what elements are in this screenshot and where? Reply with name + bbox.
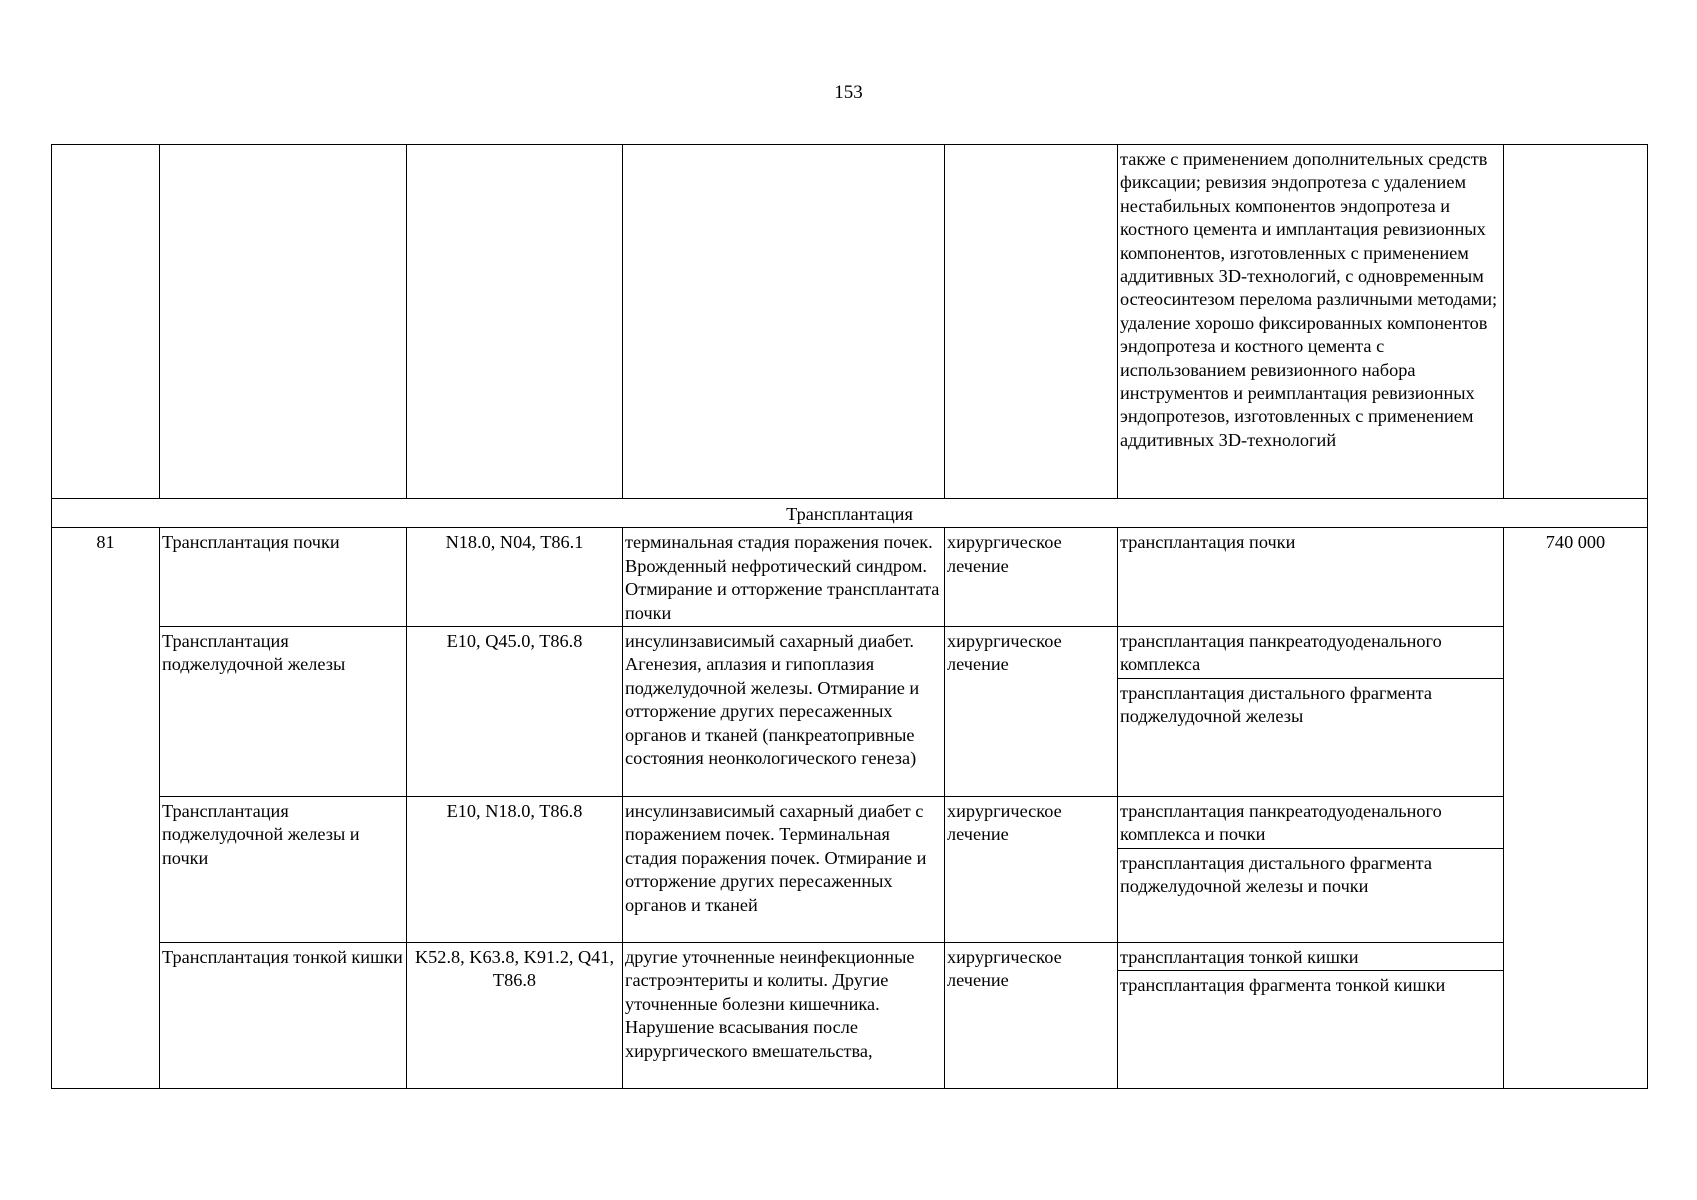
treatment-type-cell bbox=[945, 145, 1118, 499]
method: трансплантация дистального фрагмента поджелудочной железы bbox=[1118, 678, 1503, 730]
service-name: Трансплантация тонкой кишки bbox=[160, 943, 407, 1089]
condition-cell bbox=[623, 145, 945, 499]
treatment-type: хирургическое лечение bbox=[945, 797, 1118, 943]
method: трансплантация дистального фрагмента поджелудочной железы и почки bbox=[1118, 848, 1503, 900]
method: трансплантация фрагмента тонкой кишки bbox=[1118, 970, 1503, 998]
methods-cell bbox=[1118, 797, 1504, 943]
treatment-type: хирургическое лечение bbox=[945, 528, 1118, 627]
methods-cell bbox=[1118, 627, 1504, 797]
diagnosis-codes: N18.0, N04, T86.1 bbox=[407, 528, 623, 627]
treatment-type: хирургическое лечение bbox=[945, 943, 1118, 1089]
section-title: Трансплантация bbox=[52, 499, 1648, 528]
page-number: 153 bbox=[834, 82, 863, 103]
method: трансплантация панкреатодуоденального комплекса bbox=[1120, 631, 1442, 675]
table-row bbox=[52, 943, 1648, 1089]
table-row bbox=[52, 797, 1648, 943]
condition: терминальная стадия поражения почек. Врожденный нефротический синдром. Отмирание и отторжение трансплантата почки bbox=[623, 528, 945, 627]
services-table bbox=[51, 144, 1648, 1089]
condition: инсулинзависимый сахарный диабет с поражением почек. Терминальная стадия поражения почек. Отмирание и отторжение других пересаженных органов и тканей bbox=[623, 797, 945, 943]
methods-cell: также с применением дополнительных средств фиксации; ревизия эндопротеза с удалением нестабильных компонентов эндопротеза и костного цемента и имплантация ревизионных компонентов, изготовленных с применением аддитивных 3D-технологий, с одновременным остеосинтезом перелома различными методами; удаление хорошо фиксированных компонентов эндопротеза и костного цемента с использованием ревизионного набора инструментов и реимплантация ревизионных эндопротезов, изготовленных с применением аддитивных 3D-технологий bbox=[1118, 145, 1504, 499]
methods-cell bbox=[1118, 943, 1504, 1089]
condition: другие уточненные неинфекционные гастроэнтериты и колиты. Другие уточненные болезни кишечника. Нарушение всасывания после хирургического вмешательства, bbox=[623, 943, 945, 1089]
table-row bbox=[52, 528, 1648, 627]
cost-cell bbox=[1504, 145, 1648, 499]
treatment-type: хирургическое лечение bbox=[945, 627, 1118, 797]
condition: инсулинзависимый сахарный диабет. Агенезия, аплазия и гипоплазия поджелудочной железы. Отмирание и отторжение других пересаженных органов и тканей (панкреатопривные состояния неонкологического генеза) bbox=[623, 627, 945, 797]
codes-cell bbox=[407, 145, 623, 499]
continuation-row bbox=[52, 145, 1648, 499]
group-cost: 740 000 bbox=[1504, 528, 1648, 1089]
name-cell bbox=[160, 145, 407, 499]
method: трансплантация почки bbox=[1118, 528, 1504, 627]
service-name: Трансплантация почки bbox=[160, 528, 407, 627]
section-row bbox=[52, 499, 1648, 528]
diagnosis-codes: E10, Q45.0, T86.8 bbox=[407, 627, 623, 797]
table-row bbox=[52, 627, 1648, 797]
group-number: 81 bbox=[52, 528, 160, 1089]
method: трансплантация панкреатодуоденального комплекса и почки bbox=[1120, 801, 1442, 845]
service-name: Трансплантация поджелудочной железы и почки bbox=[160, 797, 407, 943]
diagnosis-codes: K52.8, K63.8, K91.2, Q41, T86.8 bbox=[407, 943, 623, 1089]
method: трансплантация тонкой кишки bbox=[1120, 947, 1359, 968]
service-name: Трансплантация поджелудочной железы bbox=[160, 627, 407, 797]
diagnosis-codes: E10, N18.0, T86.8 bbox=[407, 797, 623, 943]
number-cell bbox=[52, 145, 160, 499]
